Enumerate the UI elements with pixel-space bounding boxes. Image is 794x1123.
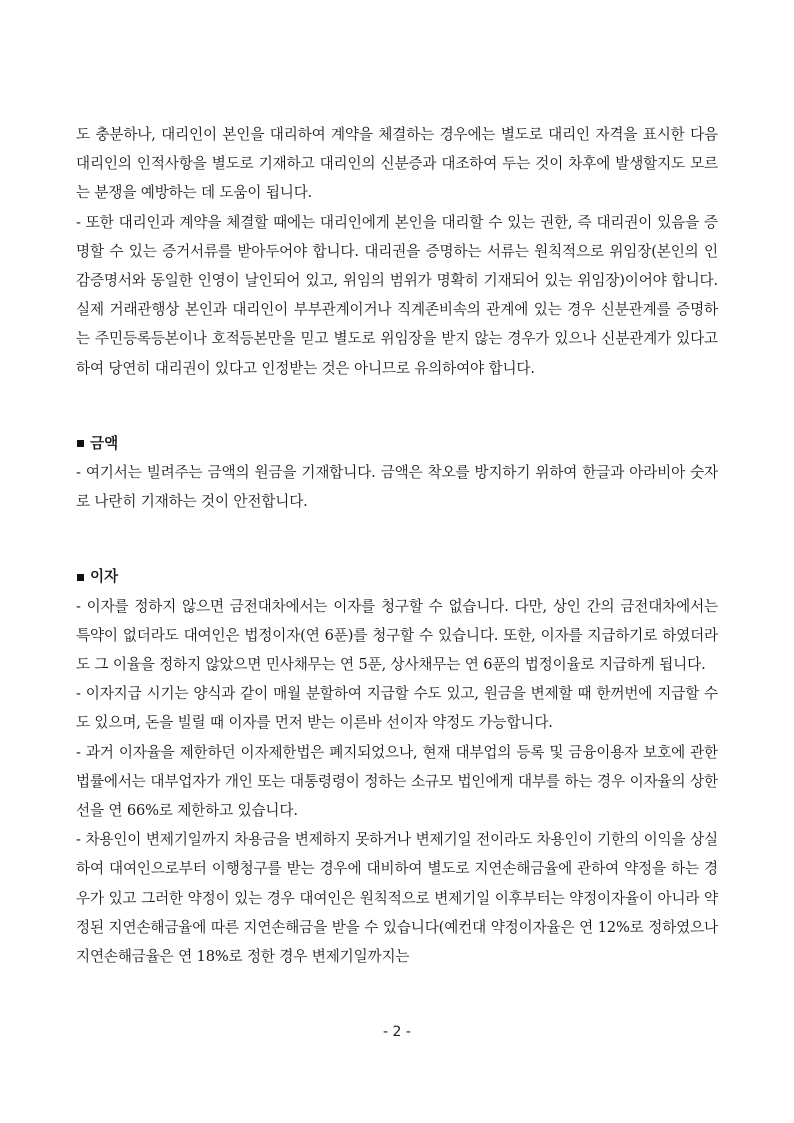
interest-paragraph-4: - 차용인이 변제기일까지 차용금을 변제하지 못하거나 변제기일 전이라도 차용인이 기한의 이익을 상실하여 대여인으로부터 이행청구를 받는 경우에 대비하여 별도로 지연손해금율에 관하여 약정을 하는 경우가 있고 그러한 약정이 있는 경우 대여인은 원칙적으로 변제기일 이후부터는 약정이자율이 아니라 약정된 지연손해금율에 따른 지연손해금을 받을 수 있습니다(예컨대 약정이자율은 연 12%로 정하였으나 지연손해금율은 연 18%로 정한 경우 변제기일까지는 xyxy=(76,831,718,966)
page-body xyxy=(76,120,718,971)
section-spacer xyxy=(76,383,718,429)
square-bullet-icon xyxy=(77,574,84,581)
interest-paragraph-2: - 이자지급 시기는 양식과 같이 매월 분할하여 지급할 수도 있고, 원금을 변제할 때 한꺼번에 지급할 수도 있으며, 돈을 빌릴 때 이자를 먼저 받는 이른바 선이자 약정도 가능합니다. xyxy=(76,685,718,732)
section-spacer xyxy=(76,516,718,562)
section-heading-label: 이자 xyxy=(90,568,119,586)
intro-paragraph-2: - 또한 대리인과 계약을 체결할 때에는 대리인에게 본인을 대리할 수 있는 권한, 즉 대리권이 있음을 증명할 수 있는 증거서류를 받아두어야 합니다. 대리권을 증명하는 서류는 원칙적으로 위임장(본인의 인감증명서와 동일한 인영이 날인되어 있고, 위임의 범위가 명확히 기재되어 있는 위임장)이어야 합니다. 실제 거래관행상 본인과 대리인이 부부관계이거나 직계존비속의 관계에 있는 경우 신분관계를 증명하는 주민등록등본이나 호적등본만을 믿고 별도로 위임장을 받지 않는 경우가 있으나 신분관계가 있다고 하여 당연히 대리권이 있다고 인정받는 것은 아니므로 유의하여야 합니다. xyxy=(76,213,718,377)
square-bullet-icon xyxy=(77,440,84,447)
intro-paragraph-1: 도 충분하나, 대리인이 본인을 대리하여 계약을 체결하는 경우에는 별도로 대리인 자격을 표시한 다음 대리인의 인적사항을 별도로 기재하고 대리인의 신분증과 대조하여 두는 것이 차후에 발생할지도 모르는 분쟁을 예방하는 데 도움이 됩니다. xyxy=(76,126,718,202)
interest-paragraph-1: - 이자를 정하지 않으면 금전대차에서는 이자를 청구할 수 없습니다. 다만, 상인 간의 금전대차에서는 특약이 없더라도 대여인은 법정이자(연 6푼)를 청구할 수 있습니다. 또한, 이자를 지급하기로 하였더라도 그 이율을 정하지 않았으면 민사채무는 연 5푼, 상사채무는 연 6푼의 법정이율로 지급하게 됩니다. xyxy=(76,597,718,674)
section-heading-interest xyxy=(76,562,718,591)
page-number: - 2 - xyxy=(383,1024,411,1040)
section-heading-amount xyxy=(76,429,718,458)
interest-paragraph-3: - 과거 이자율을 제한하던 이자제한법은 폐지되었으나, 현재 대부업의 등록 및 금융이용자 보호에 관한 법률에서는 대부업자가 개인 또는 대통령령이 정하는 소규모 법인에게 대부를 하는 경우 이자율의 상한선을 연 66%로 제한하고 있습니다. xyxy=(76,743,718,820)
amount-paragraph-1: - 여기서는 빌려주는 금액의 원금을 기재합니다. 금액은 착오를 방지하기 위하여 한글과 아라비아 숫자로 나란히 기재하는 것이 안전합니다. xyxy=(76,464,718,511)
section-heading-label: 금액 xyxy=(90,434,119,452)
